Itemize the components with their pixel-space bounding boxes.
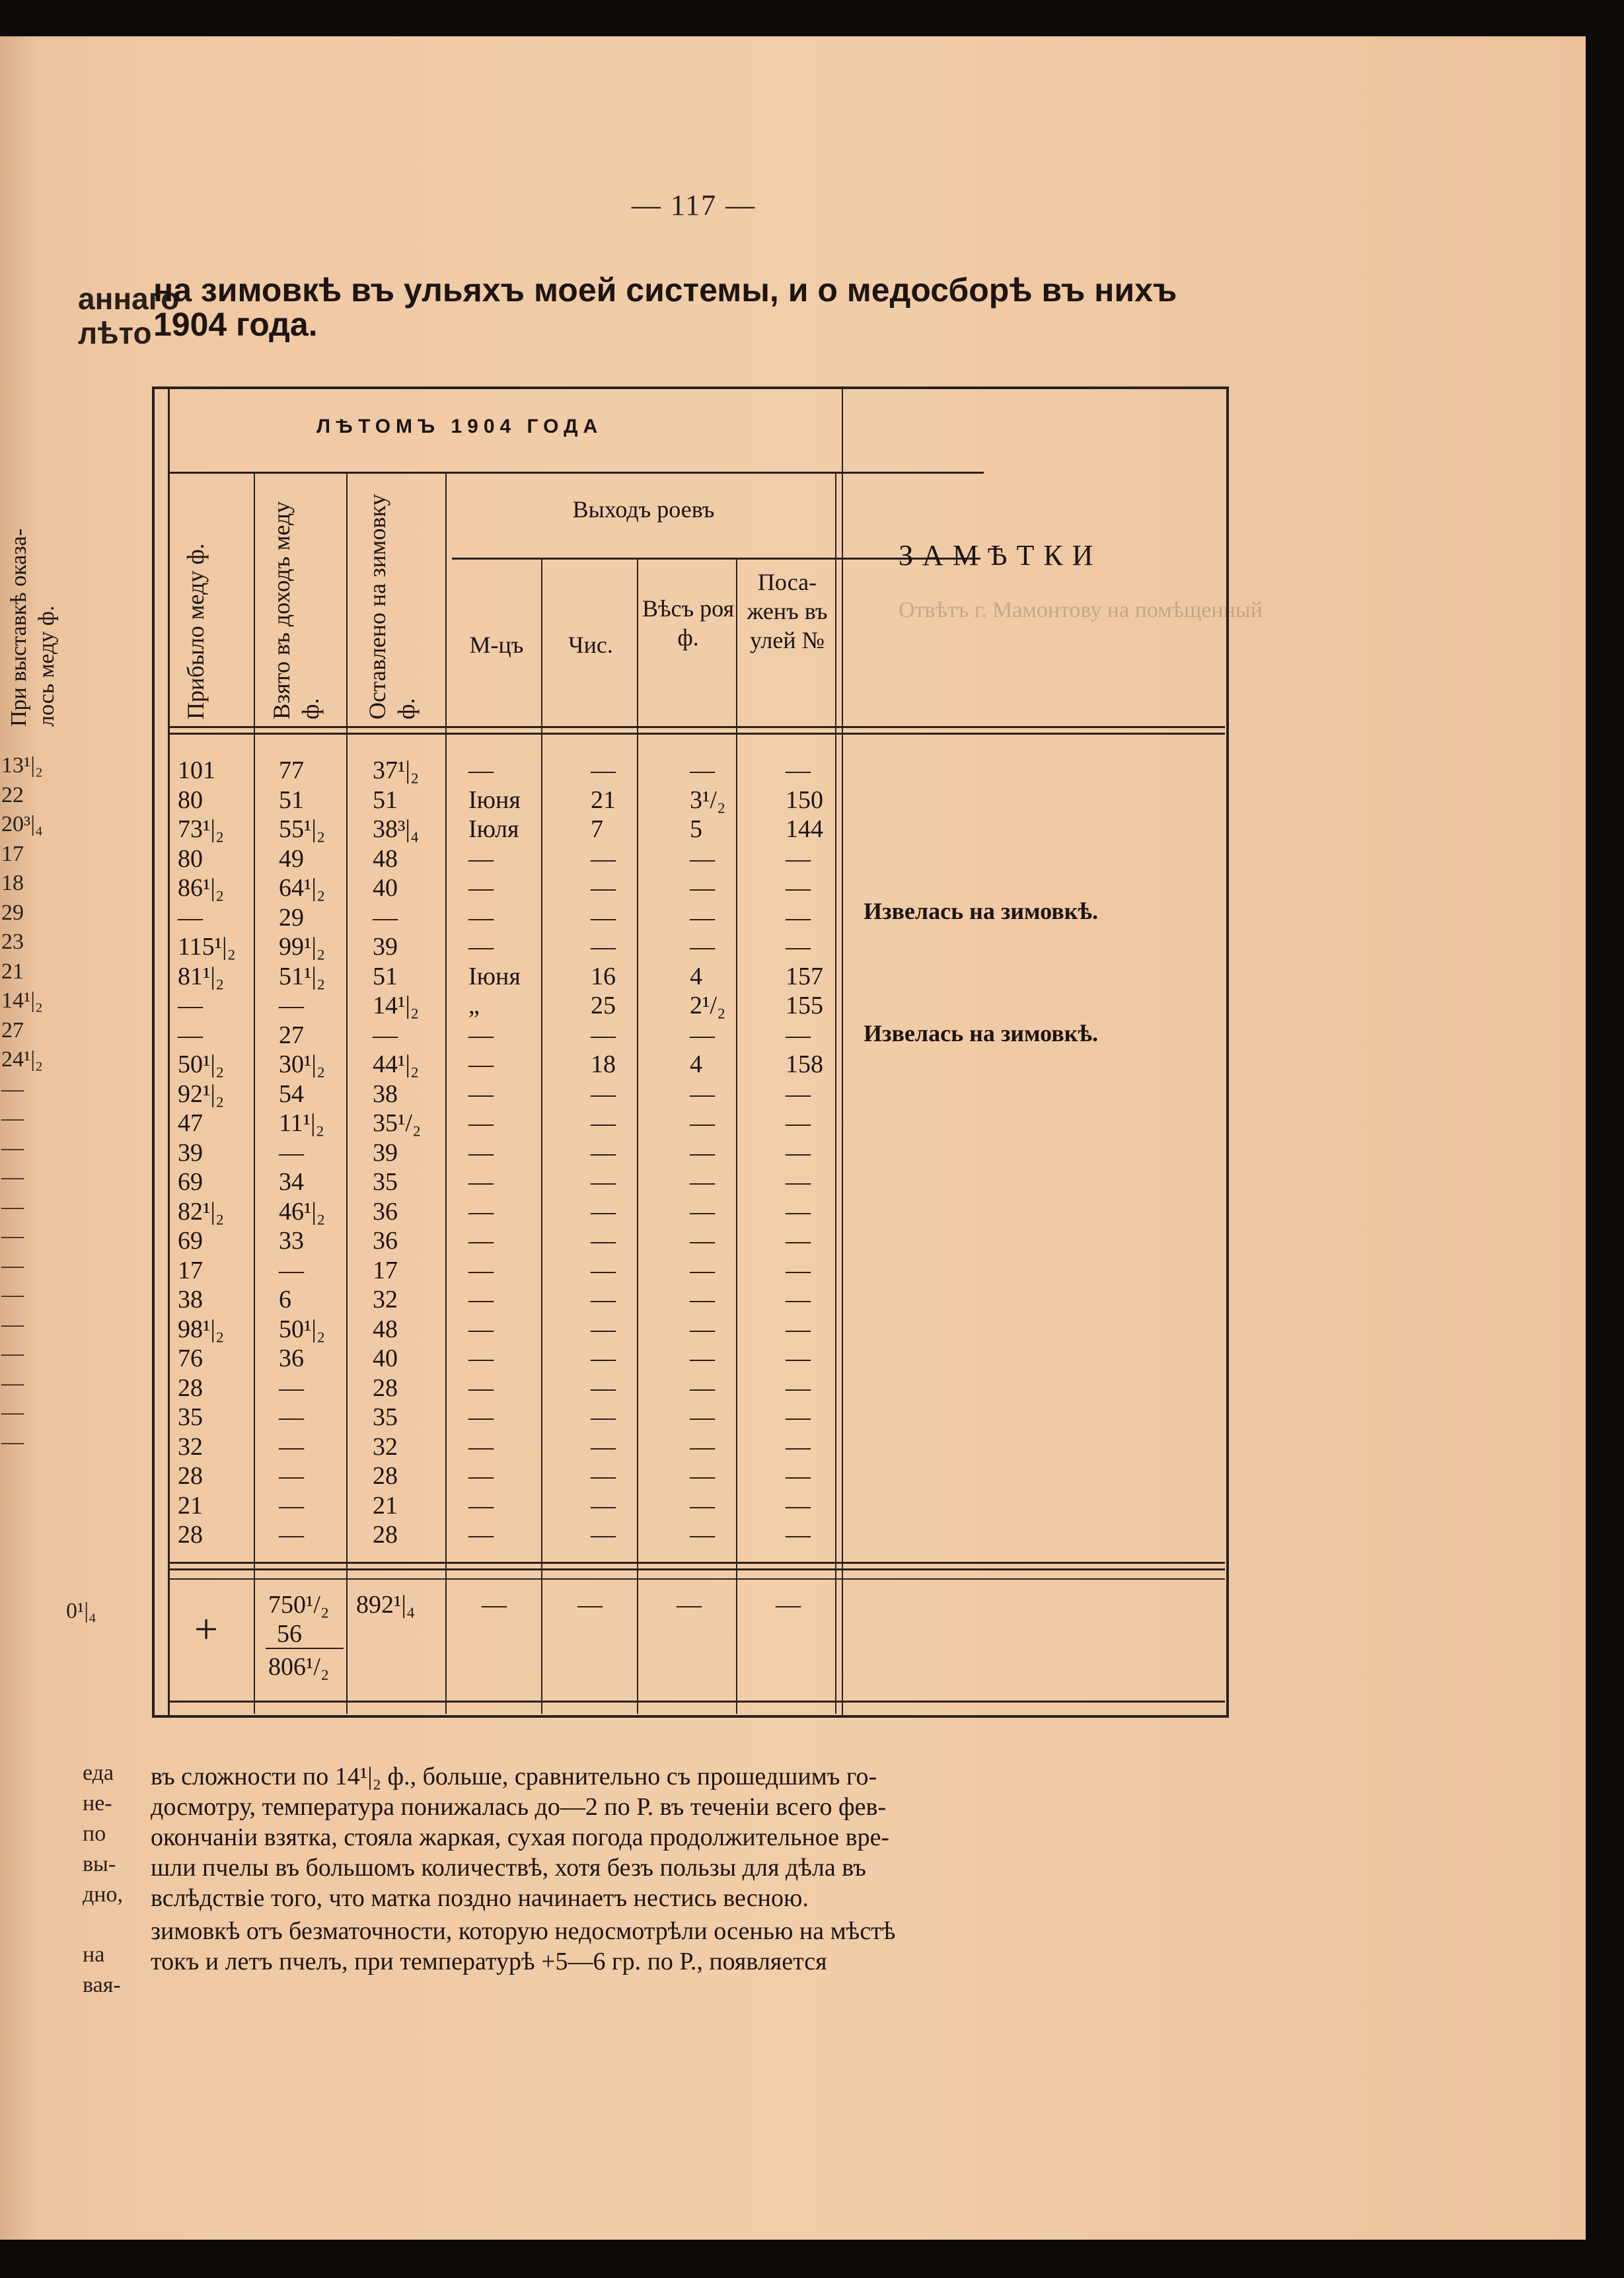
cell-vzyato: 34 (279, 1168, 304, 1196)
cell-mesyats: Іюня (468, 962, 521, 990)
cell-ostavleno: — (373, 1021, 398, 1049)
margin-text-line: вы- (83, 1852, 116, 1876)
cell-vzyato: — (279, 1138, 304, 1167)
cell-vzyato: — (279, 1462, 304, 1490)
table-caption: ЛѢТОМЪ 1904 ГОДА (316, 416, 603, 437)
margin-value: — (1, 1165, 24, 1189)
margin-text-line: на (83, 1942, 105, 1967)
margin-text-line: дно, (83, 1882, 123, 1907)
cell-pribylo: 32 (178, 1432, 203, 1461)
margin-value: — (1, 1282, 24, 1307)
cell-ostavleno: 51 (373, 786, 398, 814)
cell-posazhen: — (786, 1256, 811, 1284)
col-header-vykhod: Выходъ роевъ (572, 496, 715, 523)
cell-ves: 4 (690, 1050, 702, 1078)
total-vzyato-sum: 806¹/₂ (268, 1653, 330, 1681)
cell-vzyato: — (279, 1432, 304, 1461)
cell-vzyato: 11¹|₂ (279, 1109, 324, 1137)
cell-mesyats: Іюля (468, 815, 519, 843)
col-header-pribylo: Прибыло меду ф. (182, 543, 209, 719)
cell-posazhen: — (786, 1374, 811, 1402)
cell-posazhen: — (786, 933, 811, 961)
heading-line-2: 1904 года. (153, 306, 318, 343)
cell-chislo: — (591, 1021, 616, 1049)
margin-value: — (1, 1253, 24, 1278)
cell-ves: — (690, 1138, 715, 1167)
cell-posazhen: 150 (786, 786, 823, 814)
cell-chislo: — (591, 1374, 616, 1402)
margin-text-line: еда (83, 1761, 114, 1785)
cell-mesyats: — (468, 1521, 494, 1549)
cell-posazhen: — (786, 844, 811, 873)
total-vzyato-1: 750¹/₂ (268, 1591, 330, 1619)
margin-total: 0¹|₄ (66, 1599, 96, 1623)
cell-pribylo: — (178, 1021, 203, 1049)
cell-ves: — (690, 874, 715, 902)
cell-pribylo: 73¹|₂ (178, 815, 225, 843)
cell-ves: — (690, 1403, 715, 1431)
cell-vzyato: — (279, 1403, 304, 1431)
cell-ves: — (690, 1462, 715, 1490)
cell-mesyats: — (468, 756, 494, 784)
cell-mesyats: — (468, 903, 494, 932)
cell-vzyato: 6 (279, 1286, 291, 1313)
margin-text-line: по (83, 1821, 106, 1846)
col-header-ves: Вѣсъ роя ф. (642, 595, 735, 651)
col-header-mesyats: М-цъ (469, 632, 524, 658)
cell-mesyats: — (468, 1080, 494, 1108)
cell-pribylo: 21 (178, 1491, 203, 1520)
cell-ves: 2¹/₂ (690, 992, 726, 1019)
cell-ostavleno: 35¹/₂ (373, 1109, 422, 1137)
margin-value: — (1, 1135, 24, 1160)
cell-chislo: 21 (591, 786, 616, 814)
cell-posazhen: — (786, 1344, 811, 1372)
cell-vzyato: 29 (279, 903, 304, 932)
cell-chislo: — (591, 933, 616, 961)
cell-mesyats: — (468, 1403, 494, 1431)
margin-value: 22 (1, 782, 24, 807)
cell-ostavleno: 28 (373, 1462, 398, 1490)
cell-ves: — (690, 903, 715, 932)
cell-chislo: — (591, 1109, 616, 1137)
col-header-chislo: Чис. (568, 632, 613, 658)
cell-ostavleno: 38 (373, 1080, 398, 1108)
cell-vzyato: 50¹|₂ (279, 1315, 326, 1343)
margin-value: — (1, 1429, 24, 1454)
cell-ostavleno: 35 (373, 1403, 398, 1431)
text-line: токъ и летъ пчелъ, при температурѣ +5—6 гр. по Р., появляется (151, 1948, 827, 1975)
cell-ostavleno: 36 (373, 1227, 398, 1255)
cell-pribylo: 81¹|₂ (178, 962, 225, 990)
cell-pribylo: 76 (178, 1344, 203, 1372)
cell-ves: — (690, 1168, 715, 1196)
cell-mesyats: — (468, 1138, 494, 1167)
cell-ostavleno: 17 (373, 1256, 398, 1284)
cell-mesyats: — (468, 1315, 494, 1343)
cell-ostavleno: 38³|₄ (373, 815, 420, 843)
cell-mesyats: Іюня (468, 786, 521, 814)
cell-mesyats: — (468, 1256, 494, 1284)
col-header-ostavleno: Оставлено на зимовку ф. (364, 494, 420, 719)
cell-pribylo: 101 (178, 756, 215, 784)
cell-ostavleno: 28 (373, 1521, 398, 1549)
text-line: въ сложности по 14¹|₂ ф., больше, сравнительно съ прошедшимъ го- (151, 1763, 877, 1790)
cell-ves: — (690, 1432, 715, 1461)
cell-pribylo: 80 (178, 844, 203, 873)
cell-ostavleno: 32 (373, 1286, 398, 1313)
cell-pribylo: 82¹|₂ (178, 1197, 225, 1226)
cell-ostavleno: — (373, 903, 398, 932)
cell-posazhen: — (786, 1432, 811, 1461)
cell-ostavleno: 21 (373, 1491, 398, 1520)
margin-value: 29 (1, 900, 24, 925)
cell-mesyats: — (468, 1432, 494, 1461)
cell-mesyats: — (468, 1491, 494, 1520)
body-paragraph-2 (151, 1916, 1234, 1977)
cell-vzyato: 51¹|₂ (279, 962, 326, 990)
cell-ves: — (690, 1227, 715, 1255)
cell-chislo: — (591, 1315, 616, 1343)
cell-mesyats: — (468, 1462, 494, 1490)
cell-mesyats: — (468, 1286, 494, 1313)
cell-mesyats: — (468, 1021, 494, 1049)
margin-column-header: При выставкѣ оказа- лось меду ф. (7, 528, 59, 727)
margin-value: — (1, 1224, 24, 1248)
cell-posazhen: — (786, 1403, 811, 1431)
cell-mesyats: — (468, 1227, 494, 1255)
cell-ves: — (690, 1286, 715, 1313)
text-line: зимовкѣ отъ безматочности, которую недосмотрѣли осенью на мѣстѣ (151, 1917, 896, 1945)
cell-chislo: — (591, 1462, 616, 1490)
margin-heading-2: лѣто (78, 316, 152, 350)
text-line: вслѣдствіе того, что матка поздно начинаетъ нестись весною. (151, 1884, 809, 1912)
cell-chislo: — (591, 844, 616, 873)
cell-vzyato: 64¹|₂ (279, 874, 326, 902)
cell-vzyato: — (279, 1491, 304, 1520)
cell-vzyato: 27 (279, 1021, 304, 1049)
cell-ostavleno: 40 (373, 1344, 398, 1372)
cell-pribylo: 28 (178, 1521, 203, 1549)
cell-ostavleno: 51 (373, 962, 398, 990)
data-table (152, 386, 1229, 1718)
total-vzyato-2: 56 (277, 1620, 302, 1648)
margin-value: — (1, 1311, 24, 1337)
cell-pribylo: 35 (178, 1403, 203, 1431)
cell-posazhen: — (786, 1109, 811, 1137)
cell-mesyats: — (468, 874, 494, 902)
col-header-posazhen: Поса- женъ въ улей № (747, 569, 828, 653)
cell-ostavleno: 40 (373, 874, 398, 902)
margin-value: 13¹|₂ (1, 753, 43, 778)
cell-posazhen: — (786, 874, 811, 902)
cell-pribylo: 92¹|₂ (178, 1080, 225, 1108)
cell-pribylo: 38 (178, 1286, 203, 1313)
cell-mesyats: — (468, 844, 494, 873)
cell-chislo: — (591, 1403, 616, 1431)
cell-posazhen: — (786, 1315, 811, 1343)
cell-chislo: — (591, 1080, 616, 1108)
cell-ves: — (690, 1080, 715, 1108)
margin-value: — (1, 1341, 24, 1366)
cell-ves: 4 (690, 962, 702, 990)
cell-posazhen: 144 (786, 815, 823, 843)
text-line: окончаніи взятка, стояла жаркая, сухая погода продолжительное вре- (151, 1823, 890, 1851)
cell-chislo: — (591, 903, 616, 932)
text-line: шли пчелы въ большомъ количествѣ, хотя безъ пользы для дѣла въ (151, 1854, 866, 1882)
cell-chislo: — (591, 1138, 616, 1167)
cell-vzyato: — (279, 1521, 304, 1549)
total-mesyats: — (482, 1591, 507, 1619)
cell-vzyato: 54 (279, 1080, 304, 1108)
cell-mesyats: — (468, 1050, 494, 1078)
margin-value: — (1, 1400, 24, 1424)
cell-vzyato: 99¹|₂ (279, 933, 326, 961)
cell-posazhen: — (786, 756, 811, 784)
cell-posazhen: — (786, 1168, 811, 1196)
note-row-6: Извелась на зимовкѣ. (864, 898, 1098, 924)
cell-chislo: — (591, 874, 616, 902)
cell-pribylo: 17 (178, 1256, 203, 1284)
cell-mesyats: — (468, 1344, 494, 1372)
cell-posazhen: — (786, 1227, 811, 1255)
cell-ostavleno: 35 (373, 1168, 398, 1196)
cell-posazhen: — (786, 1080, 811, 1108)
cell-ostavleno: 48 (373, 1315, 398, 1343)
cell-ostavleno: 44¹|₂ (373, 1050, 420, 1078)
margin-value: — (1, 1370, 24, 1395)
cell-posazhen: — (786, 1286, 811, 1313)
cell-pribylo: 39 (178, 1138, 203, 1167)
cell-pribylo: 115¹|₂ (178, 933, 236, 961)
cell-pribylo: 80 (178, 786, 203, 814)
note-row-10: Извелась на зимовкѣ. (864, 1020, 1098, 1047)
cell-ves: — (690, 1374, 715, 1402)
cell-mesyats: — (468, 1168, 494, 1196)
cell-ves: — (690, 1521, 715, 1549)
cell-chislo: — (591, 1286, 616, 1313)
margin-text-line: вая- (83, 1973, 121, 1997)
total-chislo: — (577, 1591, 603, 1619)
cell-posazhen: — (786, 1521, 811, 1549)
margin-value: 27 (1, 1017, 24, 1043)
cell-ostavleno: 36 (373, 1197, 398, 1226)
cell-pribylo: 28 (178, 1374, 203, 1402)
cell-posazhen: — (786, 903, 811, 932)
cell-mesyats: — (468, 1374, 494, 1402)
cell-chislo: 18 (591, 1050, 616, 1078)
cell-posazhen: 158 (786, 1050, 823, 1078)
page-number: — 117 — (631, 189, 757, 221)
total-ostavleno: 892¹|₄ (356, 1591, 416, 1619)
cell-pribylo: 47 (178, 1109, 203, 1137)
cell-pribylo: — (178, 992, 203, 1019)
cell-pribylo: 50¹|₂ (178, 1050, 225, 1078)
cell-pribylo: 69 (178, 1168, 203, 1196)
cell-posazhen: — (786, 1197, 811, 1226)
margin-value: — (1, 1106, 24, 1130)
heading-line-1: на зимовкѣ въ ульяхъ моей системы, и о медосборѣ въ нихъ (153, 272, 1177, 309)
margin-value: 20³|₄ (1, 812, 43, 836)
cell-vzyato: 30¹|₂ (279, 1050, 326, 1078)
cell-chislo: 7 (591, 815, 603, 843)
cell-vzyato: 55¹|₂ (279, 815, 326, 843)
cell-vzyato: — (279, 992, 304, 1019)
cell-ostavleno: 39 (373, 933, 398, 961)
cell-chislo: — (591, 1432, 616, 1461)
cell-ves: — (690, 1197, 715, 1226)
cell-vzyato: 46¹|₂ (279, 1197, 326, 1226)
cell-chislo: — (591, 756, 616, 784)
cell-chislo: — (591, 1227, 616, 1255)
cell-ves: — (690, 1021, 715, 1049)
margin-heading-1: аннаго (78, 281, 180, 316)
cell-ves: — (690, 1256, 715, 1284)
cell-pribylo: 86¹|₂ (178, 874, 225, 902)
margin-value: 18 (1, 871, 24, 895)
cell-ves: — (690, 1344, 715, 1372)
margin-value: 17 (1, 841, 24, 866)
total-plus: + (194, 1605, 219, 1652)
cell-mesyats: „ (468, 992, 480, 1019)
col-header-vzyato: Взято въ доходъ меду ф. (268, 501, 324, 719)
cell-ostavleno: 37¹|₂ (373, 756, 420, 784)
cell-ostavleno: 28 (373, 1374, 398, 1402)
cell-vzyato: 49 (279, 844, 304, 873)
cell-vzyato: 33 (279, 1227, 304, 1255)
cell-pribylo: 98¹|₂ (178, 1315, 225, 1343)
cell-mesyats: — (468, 1197, 494, 1226)
cell-posazhen: — (786, 1138, 811, 1167)
cell-ostavleno: 32 (373, 1432, 398, 1461)
cell-ves: 3¹/₂ (690, 786, 726, 814)
cell-ostavleno: 48 (373, 844, 398, 873)
margin-value: — (1, 1194, 24, 1219)
margin-value: — (1, 1076, 24, 1101)
cell-chislo: 25 (591, 992, 616, 1019)
margin-value: 21 (1, 959, 24, 984)
cell-chislo: — (591, 1491, 616, 1520)
cell-ves: — (690, 1315, 715, 1343)
cell-ves: — (690, 933, 715, 961)
margin-value: 14¹|₂ (1, 988, 43, 1013)
cell-posazhen: — (786, 1021, 811, 1049)
total-posazhen: — (776, 1591, 801, 1619)
cell-vzyato: — (279, 1374, 304, 1402)
cell-pribylo: — (178, 903, 203, 932)
notes-title: ЗАМѢТКИ (899, 539, 1103, 571)
margin-value: 23 (1, 930, 24, 954)
cell-ves: — (690, 756, 715, 784)
cell-pribylo: 28 (178, 1462, 203, 1490)
cell-ves: — (690, 844, 715, 873)
cell-ves: — (690, 1491, 715, 1520)
cell-mesyats: — (468, 1109, 494, 1137)
cell-vzyato: 77 (279, 756, 304, 784)
cell-ostavleno: 14¹|₂ (373, 992, 420, 1019)
bleed-through: Отвѣтъ г. Мамонтову на помѣщенный (899, 598, 1263, 622)
cell-chislo: — (591, 1344, 616, 1372)
cell-ves: — (690, 1109, 715, 1137)
cell-pribylo: 69 (178, 1227, 203, 1255)
cell-chislo: — (591, 1521, 616, 1549)
margin-text-line: не- (83, 1791, 112, 1816)
total-ves: — (677, 1591, 702, 1619)
cell-mesyats: — (468, 933, 494, 961)
text-line: досмотру, температура понижалась до—2 по Р. въ теченіи всего фев- (151, 1793, 887, 1821)
cell-vzyato: 51 (279, 786, 304, 814)
margin-value: 24¹|₂ (1, 1047, 43, 1072)
cell-chislo: — (591, 1197, 616, 1226)
cell-chislo: — (591, 1256, 616, 1284)
cell-vzyato: — (279, 1256, 304, 1284)
cell-posazhen: — (786, 1462, 811, 1490)
cell-ves: 5 (690, 815, 702, 843)
cell-posazhen: 157 (786, 962, 823, 990)
cell-posazhen: — (786, 1491, 811, 1520)
body-paragraph-1 (151, 1761, 1234, 1913)
cell-ostavleno: 39 (373, 1138, 398, 1167)
cell-posazhen: 155 (786, 992, 823, 1019)
cell-chislo: — (591, 1168, 616, 1196)
cell-vzyato: 36 (279, 1344, 304, 1372)
cell-chislo: 16 (591, 962, 616, 990)
